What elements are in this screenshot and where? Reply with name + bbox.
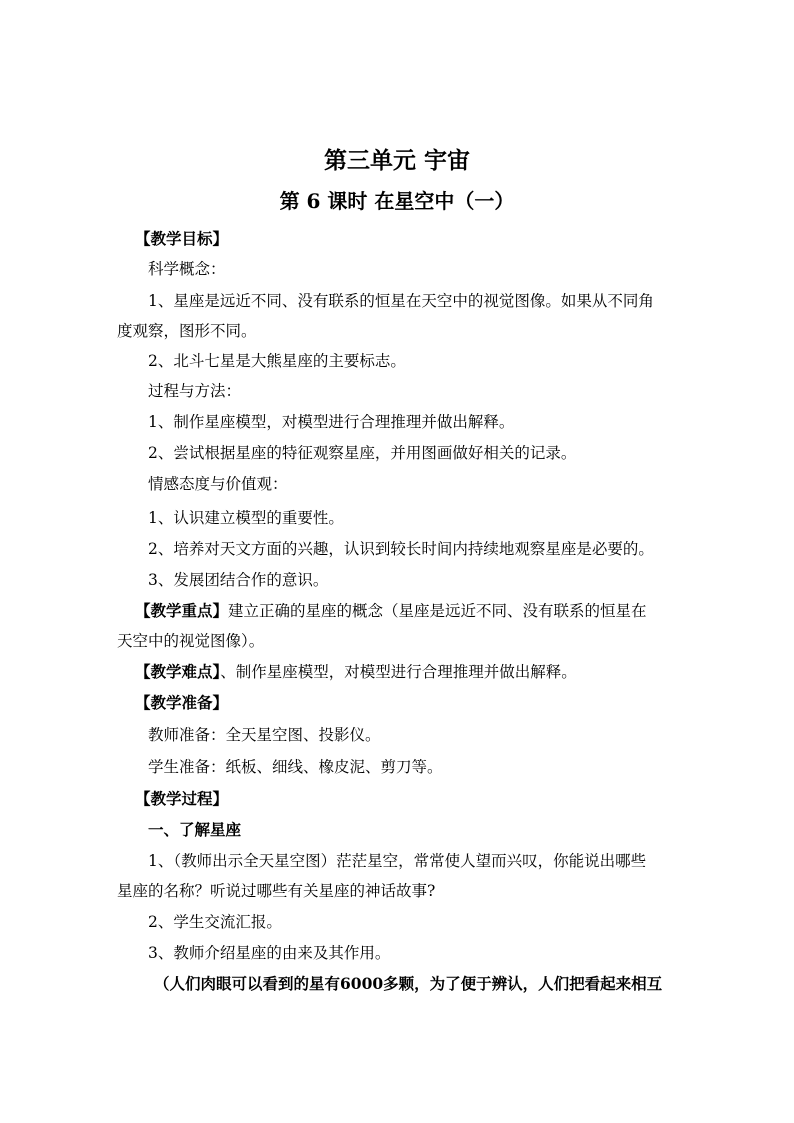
- key-point-line1: [135, 600, 695, 622]
- attitude-values-item2: 2、培养对天文方面的兴趣，认识到较长时间内持续地观察星座是必要的。: [148, 540, 654, 558]
- step1-line1: 1、（教师出示全天星空图）茫茫星空，常常使人望而兴叹，你能说出哪些: [148, 852, 647, 870]
- attitude-values-item1: 1、认识建立模型的重要性。: [148, 509, 344, 527]
- science-concept-item1-line1: 1、星座是远近不同、没有联系的恒星在天空中的视觉图像。如果从不同角: [148, 292, 654, 310]
- key-point-line2: 天空中的视觉图像）。: [117, 632, 265, 650]
- attitude-values-item3: 3、发展团结合作的意识。: [148, 571, 329, 589]
- process-method-label: 过程与方法：: [148, 382, 242, 400]
- difficulty-heading: 【教学难点】: [135, 662, 221, 681]
- difficulty-line: [135, 661, 695, 683]
- student-preparation: 学生准备：纸板、细线、橡皮泥、剪刀等。: [148, 758, 443, 776]
- unit-title: 第三单元 宇宙: [323, 147, 470, 174]
- step2: 2、学生交流汇报。: [148, 913, 282, 931]
- science-concept-item1-line2: 度观察，图形不同。: [117, 322, 257, 340]
- difficulty-text: 、制作星座模型，对模型进行合理推理并做出解释。: [220, 663, 577, 681]
- process-method-item2: 2、尝试根据星座的特征观察星座，并用图画做好相关的记录。: [148, 444, 577, 462]
- section1-title: 一、了解星座: [148, 820, 242, 839]
- process-heading: 【教学过程】: [135, 789, 229, 808]
- step3: 3、教师介绍星座的由来及其作用。: [148, 944, 391, 962]
- science-concept-item2: 2、北斗七星是大熊星座的主要标志。: [148, 352, 406, 370]
- preparation-heading: 【教学准备】: [135, 693, 229, 712]
- teacher-preparation: 教师准备：全天星空图、投影仪。: [148, 726, 381, 744]
- process-method-item1: 1、制作星座模型，对模型进行合理推理并做出解释。: [148, 413, 515, 431]
- lesson-title: 第 6 课时 在星空中（一）: [279, 189, 515, 213]
- note-line: （人们肉眼可以看到的星有6000多颗，为了便于辨认，人们把看起来相互: [154, 974, 663, 993]
- attitude-values-label: 情感态度与价值观：: [148, 475, 288, 493]
- objectives-heading: 【教学目标】: [135, 229, 229, 248]
- science-concept-label: 科学概念：: [148, 260, 226, 278]
- key-point-text: 建立正确的星座的概念（星座是远近不同、没有联系的恒星在: [228, 602, 647, 620]
- step1-line2: 星座的名称？听说过哪些有关星座的神话故事?: [117, 882, 436, 900]
- key-point-heading: 【教学重点】: [135, 601, 229, 620]
